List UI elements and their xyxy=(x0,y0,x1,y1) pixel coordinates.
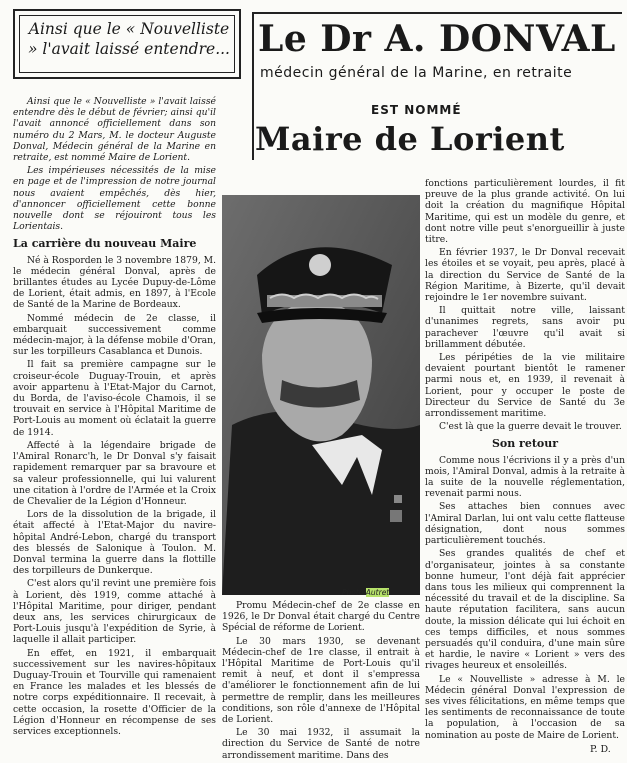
paragraph: Ses attaches bien connues avec l'Amiral Darlan, lui ont valu cette flatteuse désignation, dont nous sommes particulièrement touchés. xyxy=(425,501,625,547)
column-2 xyxy=(222,600,420,763)
quote-box xyxy=(13,9,241,79)
paragraph: Promu Médecin-chef de 2e classe en 1926, le Dr Donval était chargé du Centre Spécial de réforme de Lorient. xyxy=(222,600,420,634)
paragraph: Comme nous l'écrivions il y a près d'un mois, l'Amiral Donval, admis à la retraite à la suite de la nouvelle réglementation, revenait parmi nous. xyxy=(425,454,625,500)
paragraph: Le « Nouvelliste » adresse à M. le Médecin général Donval l'expression de ses vives félicitations, en même temps que les sentiments de reconnaissance de toute la population, à l'occasion de sa nomination au poste de Maire de Lorient. xyxy=(425,673,625,741)
paragraph: C'est là que la guerre devait le trouver. xyxy=(439,421,622,433)
signature: P. D. xyxy=(590,744,611,755)
paragraph: Lors de la dissolution de la brigade, il était affecté à l'Etat-Major du navire-hôpital André-Lebon, chargé du transport des blessés de Salonique à Toulon. M. Donval termina la guerre dans la flottille des torpilleurs de Dunkerque. xyxy=(13,509,216,577)
paragraph: Le 30 mai 1932, il assumait la direction du Service de Santé de notre arrondissement maritime. Dans des xyxy=(222,727,420,761)
column-3 xyxy=(425,178,625,743)
paragraph: Les péripéties de la vie militaire devaient pourtant bientôt le ramener parmi nous et, en 1939, il revenait à Lorient, pour y occuper le poste de Directeur du Service de Santé du 3e arrondissement maritime. xyxy=(425,352,625,420)
headline-subtitle: médecin général de la Marine, en retraite xyxy=(260,65,573,81)
header-rule-vertical xyxy=(252,12,254,160)
portrait-illustration xyxy=(222,195,420,595)
quote-text: Ainsi que le « Nouvelliste » l'avait laissé entendre... xyxy=(28,20,230,58)
paragraph: En effet, en 1921, il embarquait successivement sur les navires-hôpitaux Duguay-Trouin et Tourville qui ramenaient en France les malades et les blessés de notre corps expéditionnaire. Il recevait, à cette occasion, la rosette d'Officier de la Légion d'Honneur en récompense de ses services exceptionnels. xyxy=(13,647,216,737)
paragraph: Affecté à la légendaire brigade de l'Amiral Ronarc'h, le Dr Donval s'y faisait rapidement remarquer par sa bravoure et sa valeur professionnelle, qui lui valurent une citation à l'ordre de l'Armée et la Croix de Chevalier de la Légion d'Honneur. xyxy=(13,439,216,507)
intro-paragraph-2: Les impérieuses nécessités de la mise en page et de l'impression de notre journal nous avaient empêchés, dès hier, d'annoncer officiellement cette bonne nouvelle dont se réjouiront tous les Lorientais. xyxy=(13,165,216,233)
header-rule-horizontal xyxy=(252,12,622,14)
paragraph: C'est alors qu'il revint une première fois à Lorient, dès 1919, comme attaché à l'Hôpital Maritime, pour diriger, pendant deux ans, les services chirurgicaux de Port-Louis jusqu'à l'expédition de Syrie, à laquelle il allait participer. xyxy=(13,578,216,646)
paragraph: Né à Rosporden le 3 novembre 1879, M. le médecin général Donval, après de brillantes études au Lycée Dupuy-de-Lôme de Lorient, était admis, en 1897, à l'Ecole de Santé de la Marine de Bordeaux. xyxy=(13,254,216,311)
headline-est-nomme: EST NOMMÉ xyxy=(371,103,462,117)
photo-credit: Photo Autret xyxy=(342,588,390,597)
photo-credit-name: Autret xyxy=(365,588,390,597)
column-1 xyxy=(13,96,216,739)
portrait-photo xyxy=(222,195,420,595)
headline-name: Le Dr A. DONVAL xyxy=(258,18,616,60)
headline-maire: Maire de Lorient xyxy=(255,120,565,158)
paragraph: Il quittait notre ville, laissant d'unanimes regrets, sans avoir pu parachever l'œuvre qu'il avait si brillamment débutée. xyxy=(425,305,625,350)
paragraph: Nommé médecin de 2e classe, il embarquait successivement comme médecin-major, à la défense mobile d'Oran, sur les torpilleurs Casablanca et Dunois. xyxy=(13,312,216,358)
paragraph: fonctions particulièrement lourdes, il fit preuve de la plus grande activité. On lui doit la création du magnifique Hôpital Maritime, qui est un modèle du genre, et dont notre ville peut s'enorgueillir à juste titre. xyxy=(425,178,625,246)
intro-paragraph: Ainsi que le « Nouvelliste » l'avait laissé entendre dès le début de février; ainsi qu'il l'avait annoncé officiellement dans son numéro du 2 Mars, M. le docteur Auguste Donval, Médecin général de la Marine en retraite, est nommé Maire de Lorient. xyxy=(13,96,216,164)
paragraph: En février 1937, le Dr Donval recevait les étoiles et se voyait, peu après, placé à la direction du Service de Santé de la Région Maritime, à Bizerte, qu'il devait rejoindre le 1er novembre suivant. xyxy=(425,247,625,304)
paragraph: Il fait sa première campagne sur le croiseur-école Duguay-Trouin, et après avoir appartenu à l'Etat-Major du Carnot, du Borda, de l'aviso-école Chamois, il se trouvait en service à l'Hôpital Maritime de Port-Louis au moment où éclatait la guerre de 1914. xyxy=(13,359,216,438)
paragraph: Ses grandes qualités de chef et d'organisateur, jointes à sa constante bonne humeur, l'ont déjà fait apprécier dans tous les milieux qui comprennent la nécessité du travail et de la discipline. Sa haute réputation facilitera, sans aucun doute, la mission délicate qui lui échoit en ces temps difficiles, et nous sommes persuadés qu'il conduira, d'une main sûre et hardie, le navire « Lorient » vers des rivages heureux et ensoleillés. xyxy=(425,548,625,672)
section-title-retour: Son retour xyxy=(491,437,559,451)
section-title-career: La carrière du nouveau Maire xyxy=(13,237,197,251)
paragraph: Le 30 mars 1930, se devenant Médecin-chef de 1re classe, il entrait à l'Hôpital Maritime de Port-Louis qu'il remit à neuf, et dont il s'empressa d'améliorer le fonctionnement afin de lui permettre de remplir, dans les meilleures conditions, son rôle d'annexe de l'Hôpital de Lorient. xyxy=(222,635,420,726)
